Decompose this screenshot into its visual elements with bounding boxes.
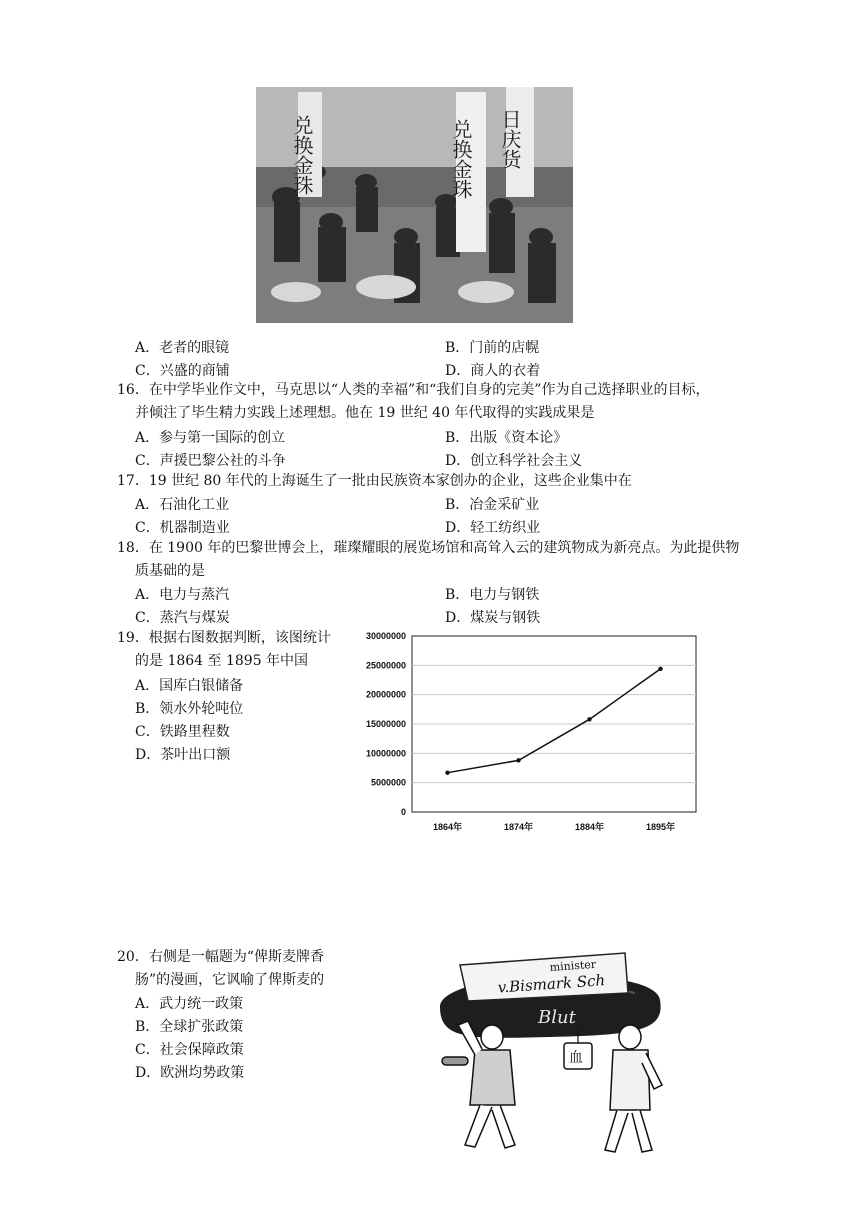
q17-option-d[interactable]: D．轻工纺织业 [445, 520, 541, 536]
chart-data-point [445, 770, 449, 774]
q19-line-chart [356, 626, 706, 841]
q18-option-b[interactable]: B．电力与钢铁 [445, 587, 540, 603]
sign-text-2: 兑换金珠 [449, 119, 473, 199]
q15-option-d[interactable]: D．商人的衣着 [445, 363, 541, 379]
cartoon-banner-line2: v.Bismark Sch [497, 971, 606, 997]
chart-data-point [516, 758, 520, 762]
q15-option-a[interactable]: A．老者的眼镜 [135, 340, 230, 356]
q19-option-d[interactable]: D．茶叶出口额 [135, 747, 231, 763]
q17-option-b[interactable]: B．冶金采矿业 [445, 497, 540, 513]
x-tick-label: 1895年 [645, 822, 676, 832]
x-tick-label: 1884年 [574, 822, 605, 832]
q16-option-c[interactable]: C．声援巴黎公社的斗争 [135, 453, 286, 469]
x-tick-label: 1864年 [432, 822, 463, 832]
q18-stem-line1: 18．在 1900 年的巴黎世博会上，璀璨耀眼的展览场馆和高耸入云的建筑物成为新亮点。为此提供物 [117, 540, 740, 556]
q17-stem: 17．19 世纪 80 年代的上海诞生了一批由民族资本家创办的企业，这些企业集中在 [117, 473, 632, 489]
cartoon-banner-line1: minister [549, 957, 597, 974]
q16-stem-line2: 并倾注了毕生精力实践上述理想。他在 19 世纪 40 年代取得的实践成果是 [135, 405, 595, 421]
y-tick-label: 20000000 [365, 689, 406, 700]
q19-option-c[interactable]: C．铁路里程数 [135, 724, 230, 740]
y-tick-label: 30000000 [365, 631, 406, 641]
bismarck-sausage-cartoon [420, 945, 675, 1160]
q16-option-b[interactable]: B．出版《资本论》 [445, 430, 568, 446]
y-tick-label: 5000000 [370, 777, 406, 788]
q19-option-b[interactable]: B．领水外轮吨位 [135, 701, 244, 717]
y-tick-label: 25000000 [365, 660, 406, 671]
q16-stem-line1: 16．在中学毕业作文中，马克思以“人类的幸福”和“我们自身的完美”作为自己选择职业的目标， [117, 382, 710, 398]
q18-option-a[interactable]: A．电力与蒸汽 [135, 587, 230, 603]
q16-option-a[interactable]: A．参与第一国际的创立 [135, 430, 286, 446]
q17-option-c[interactable]: C．机器制造业 [135, 520, 230, 536]
y-tick-label: 10000000 [365, 748, 406, 759]
chart-data-point [587, 717, 591, 721]
chart-data-point [658, 667, 662, 671]
y-tick-label: 15000000 [365, 719, 406, 729]
sign-text-3: 日庆货 [498, 109, 522, 169]
q20-option-d[interactable]: D．欧洲均势政策 [135, 1065, 245, 1081]
y-tick-label: 0 [400, 807, 406, 817]
q20-option-b[interactable]: B．全球扩张政策 [135, 1019, 244, 1035]
q20-option-a[interactable]: A．武力统一政策 [135, 996, 244, 1012]
x-tick-label: 1874年 [503, 822, 534, 832]
cartoon-tag-label: 血 [569, 1050, 583, 1066]
q20-stem-line2: 肠”的漫画，它讽喻了俾斯麦的 [135, 972, 325, 988]
q15-option-b[interactable]: B．门前的店幌 [445, 340, 540, 356]
cartoon-sausage-label: Blut [538, 1007, 576, 1028]
q18-stem-line2: 质基础的是 [135, 563, 205, 579]
q19-stem-line2: 的是 1864 至 1895 年中国 [135, 653, 309, 669]
q16-option-d[interactable]: D．创立科学社会主义 [445, 453, 583, 469]
q17-option-a[interactable]: A．石油化工业 [135, 497, 230, 513]
q19-option-a[interactable]: A．国库白银储备 [135, 678, 244, 694]
q20-option-c[interactable]: C．社会保障政策 [135, 1042, 244, 1058]
street-scene-photo [256, 87, 573, 323]
q15-option-c[interactable]: C．兴盛的商铺 [135, 363, 230, 379]
q20-stem-line1: 20．右侧是一幅题为“俾斯麦牌香 [117, 949, 324, 965]
q19-stem-line1: 19．根据右图数据判断，该图统计 [117, 630, 331, 646]
q18-option-d[interactable]: D．煤炭与钢铁 [445, 610, 541, 626]
sign-text-1: 兑换金珠 [290, 115, 314, 195]
q18-option-c[interactable]: C．蒸汽与煤炭 [135, 610, 230, 626]
